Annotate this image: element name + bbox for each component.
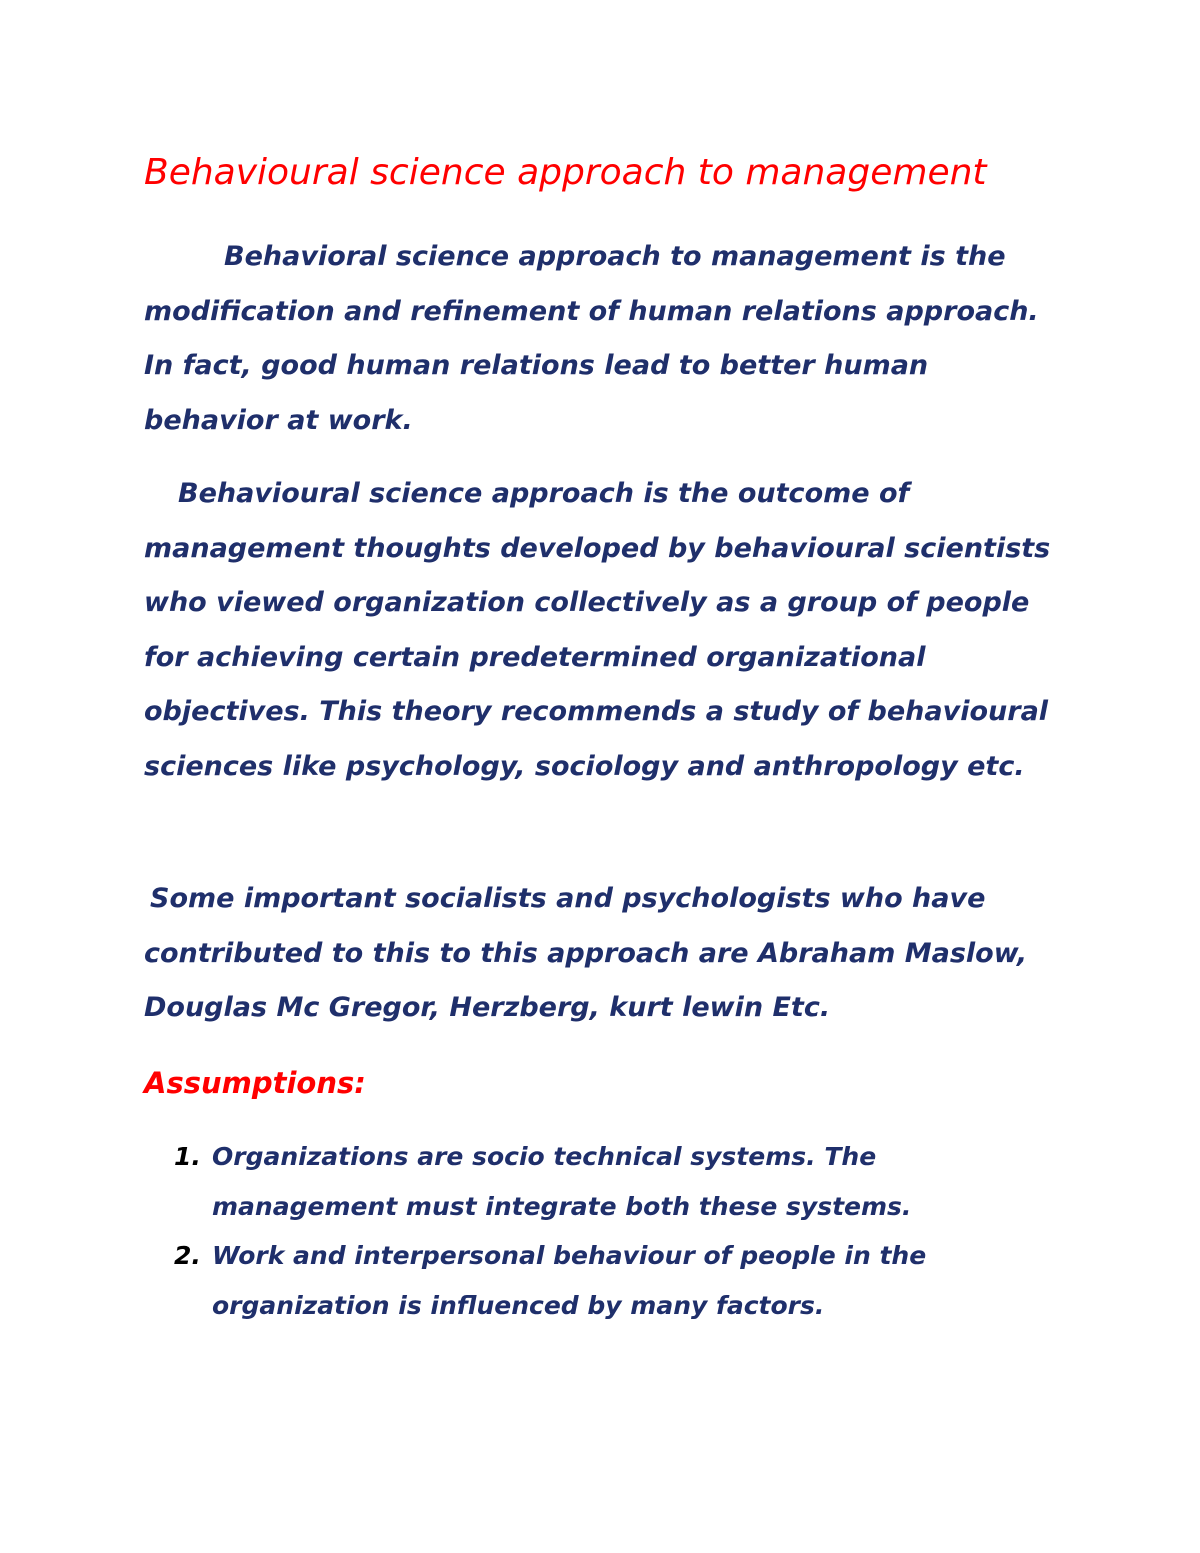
contributors-paragraph: Some important socialists and psychologists who have contributed to this to this approach are Abraham Maslow, Douglas Mc Gregor, Herzberg, kurt lewin Etc. [144,883,1028,1023]
list-item-text: Work and interpersonal behaviour of people in the organization is influenced by many factors. [212,1241,927,1320]
assumptions-heading: Assumptions: [144,1066,366,1100]
outcome-paragraph: Behavioural science approach is the outcome of management thoughts developed by behavioural scientists who viewed organization collectively as a group of people for achieving certain predetermined organizational objectives. This theory recommends a study of behavioural sciences like psychology, sociology and anthropology etc. [144,478,1051,782]
list-item [144,1231,1044,1330]
intro-paragraph: Behavioral science approach to management is the modification and refinement of human relations approach. In fact, good human relations lead to better human behavior at work. [144,241,1039,436]
page-title: Behavioural science approach to management [144,152,987,193]
list-item-number: 2. [174,1241,201,1270]
list-item-text: Organizations are socio technical systems. The management must integrate both these systems. [212,1142,912,1221]
list-item [144,1132,1044,1231]
assumptions-list [144,1132,1044,1330]
list-item-number: 1. [174,1142,201,1171]
